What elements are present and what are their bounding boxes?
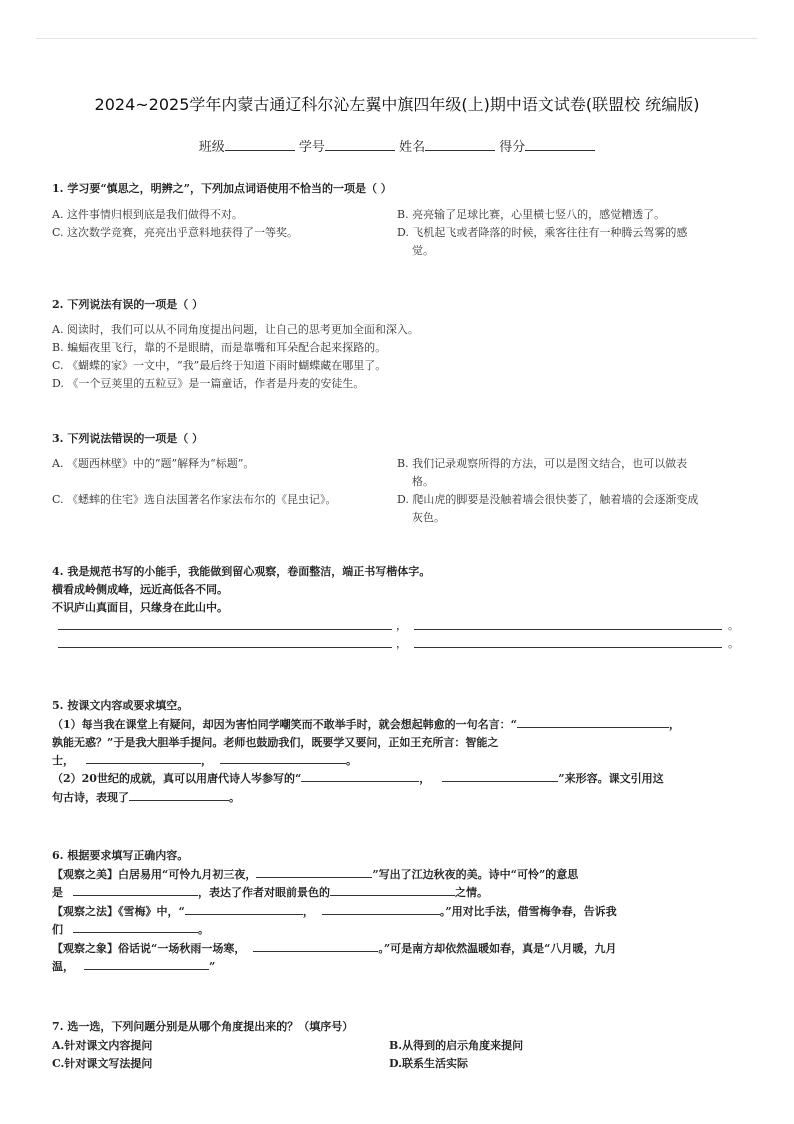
q2-stem: 2. 下列说法有误的一项是（ ）: [52, 298, 204, 311]
q6-row3-text-c: 温，: [52, 960, 74, 973]
q6-row2-text-a: 【观察之法】《雪梅》中，“: [52, 905, 185, 918]
q5-stem: 5. 按课文内容或要求填空。: [52, 699, 189, 712]
q6-blank-1[interactable]: [256, 866, 372, 878]
student-info-line: [0, 136, 794, 155]
q5-part2-text-c: ”来形容。课文引用这: [558, 772, 664, 785]
q6-row3-text-b: 。”可是南方却依然温暖如春，真是“八月暖，九月: [378, 942, 617, 955]
q6-blank-3[interactable]: [330, 884, 455, 896]
q2-option-b[interactable]: B. 蝙蝠夜里飞行，靠的不是眼睛，而是靠嘴和耳朵配合起来探路的。: [52, 341, 387, 354]
q6-row1-text-d: ，表达了作者对眼前景色的: [198, 886, 330, 899]
q5-part1-line3: [52, 752, 357, 768]
q4-poem-line-1: 横看成岭侧成峰，远近高低各不同。: [52, 583, 228, 596]
q5-part2-line1: [52, 770, 664, 786]
q4-write-line-1b[interactable]: [414, 629, 722, 630]
q7-stem: 7. 选一选，下列问题分别是从哪个角度提出来的？（填序号）: [52, 1020, 354, 1033]
q5-part1-text-f: 。: [346, 754, 357, 767]
q6-row1-text-b: ”写出了江边秋夜的美。诗中“可怜”的意思: [372, 868, 579, 881]
page-title: 2024~2025学年内蒙古通辽科尔沁左翼中旗四年级(上)期中语文试卷(联盟校 统编版): [94, 95, 700, 114]
q3-option-d[interactable]: D. 爬山虎的脚要是没触着墙会很快萎了，触着墙的会逐渐变成: [397, 493, 699, 506]
q5-part1-text-b: ，: [668, 718, 680, 731]
q6-row1-text-e: 之情。: [455, 886, 488, 899]
q7-option-d[interactable]: D.联系生活实际: [389, 1057, 468, 1070]
q6-blank-5[interactable]: [322, 903, 440, 915]
class-field[interactable]: [225, 138, 295, 151]
q3-stem: 3. 下列说法错误的一项是（ ）: [52, 432, 204, 445]
q4-write-line-2a[interactable]: [58, 647, 392, 648]
q5-part1-text-d: 士，: [52, 754, 74, 767]
q6-row1-text-a: 【观察之美】白居易用“可怜九月初三夜，: [52, 868, 257, 881]
q5-blank-2[interactable]: [86, 752, 201, 764]
q3-option-a[interactable]: A. 《题西林壁》中的“题”解释为“标题”。: [52, 457, 255, 470]
q5-blank-6[interactable]: [129, 789, 229, 801]
q6-row2: [52, 903, 617, 919]
q6-row3-line2: [52, 958, 215, 974]
q1-stem: 1. 学习要“慎思之，明辨之”，下列加点词语使用不恰当的一项是（ ）: [52, 182, 392, 195]
q4-poem-line-2: 不识庐山真面目，只缘身在此山中。: [52, 601, 228, 614]
q3-option-c[interactable]: C. 《蟋蟀的住宅》选自法国著名作家法布尔的《昆虫记》。: [52, 493, 337, 506]
q5-part1-text-c: 孰能无惑？”于是我大胆举手提问。老师也鼓励我们，既要学又要问，正如王充所言：智能之: [52, 736, 499, 749]
q6-stem: 6. 根据要求填写正确内容。: [52, 849, 189, 862]
q6-row1-line2: [52, 884, 488, 900]
q6-blank-2[interactable]: [73, 884, 198, 896]
q4-period-2: 。: [728, 637, 739, 650]
id-field[interactable]: [325, 138, 395, 151]
q1-option-d[interactable]: D. 飞机起飞或者降落的时候，乘客往往有一种腾云驾雾的感: [397, 226, 688, 239]
q5-part1-line1: [52, 716, 680, 732]
q6-row2-text-c: 。”用对比手法，借雪梅争春，告诉我: [439, 905, 617, 918]
q4-period-1: 。: [728, 619, 739, 632]
q1-option-a[interactable]: A. 这件事情归根到底是我们做得不对。: [52, 208, 243, 221]
q5-blank-4[interactable]: [301, 770, 419, 782]
q1-option-d-cont: 觉。: [412, 244, 434, 257]
q5-part2-line2: [52, 789, 240, 805]
q6-blank-4[interactable]: [185, 903, 303, 915]
q6-blank-7[interactable]: [253, 940, 378, 952]
q7-option-c[interactable]: C.针对课文写法提问: [52, 1057, 153, 1070]
q6-row1-text-c: 是: [52, 886, 63, 899]
q6-row3: [52, 940, 616, 956]
header-divider: [36, 38, 758, 39]
q3-option-d-cont: 灰色。: [412, 511, 445, 524]
name-field[interactable]: [425, 138, 495, 151]
q6-row3-text-d: ”: [209, 960, 216, 973]
q3-option-b[interactable]: B. 我们记录观察所得的方法，可以是图文结合，也可以做表: [397, 457, 688, 470]
q7-option-a[interactable]: A.针对课文内容提问: [52, 1039, 153, 1052]
q3-option-b-cont: 格。: [412, 475, 434, 488]
q5-blank-3[interactable]: [220, 752, 346, 764]
q5-blank-5[interactable]: [442, 770, 558, 782]
q2-option-c[interactable]: C. 《蝴蝶的家》一文中，“我”最后终于知道下雨时蝴蝶藏在哪里了。: [52, 359, 387, 372]
id-label: 学号: [298, 140, 325, 155]
q6-row3-text-a: 【观察之象】俗话说“一场秋雨一场寒，: [52, 942, 246, 955]
q4-comma-1: ，: [396, 619, 407, 632]
q5-blank-1[interactable]: [517, 716, 669, 728]
q6-row2-line2: [52, 921, 209, 937]
class-label: 班级: [198, 140, 225, 155]
q5-part2-text-b: ，: [419, 772, 431, 785]
q2-option-a[interactable]: A. 阅读时，我们可以从不同角度提出问题，让自己的思考更加全面和深入。: [52, 323, 419, 336]
q6-row2-text-e: 。: [198, 923, 209, 936]
q5-part2-text-a: （2）20世纪的成就，真可以用唐代诗人岑参写的“: [52, 772, 302, 785]
name-label: 姓名: [399, 140, 426, 155]
q6-blank-8[interactable]: [84, 958, 209, 970]
q6-row1: [52, 866, 578, 882]
q4-write-line-1a[interactable]: [58, 629, 392, 630]
q4-write-line-2b[interactable]: [414, 647, 722, 648]
score-field[interactable]: [525, 138, 595, 151]
q4-stem: 4. 我是规范书写的小能手，我能做到留心观察，卷面整洁，端正书写楷体字。: [52, 565, 431, 578]
q6-row2-text-d: 们: [52, 923, 63, 936]
q4-comma-2: ，: [396, 637, 407, 650]
q6-row2-text-b: ，: [302, 905, 314, 918]
q7-option-b[interactable]: B.从得到的启示角度来提问: [389, 1039, 524, 1052]
q5-part1-text-e: ，: [201, 754, 212, 767]
q2-option-d[interactable]: D. 《一个豆荚里的五粒豆》是一篇童话，作者是丹麦的安徒生。: [52, 377, 365, 390]
score-label: 得分: [499, 140, 526, 155]
q5-part2-text-e: 。: [229, 791, 240, 804]
q1-option-b[interactable]: B. 亮亮输了足球比赛，心里横七竖八的，感觉糟透了。: [397, 208, 666, 221]
q5-part1-text-a: （1）每当我在课堂上有疑问，却因为害怕同学嘲笑而不敢举手时，就会想起韩愈的一句名言：“: [52, 718, 517, 731]
q6-blank-6[interactable]: [73, 921, 198, 933]
q5-part2-text-d: 句古诗，表现了: [52, 791, 129, 804]
q1-option-c[interactable]: C. 这次数学竞赛，亮亮出乎意料地获得了一等奖。: [52, 226, 299, 239]
